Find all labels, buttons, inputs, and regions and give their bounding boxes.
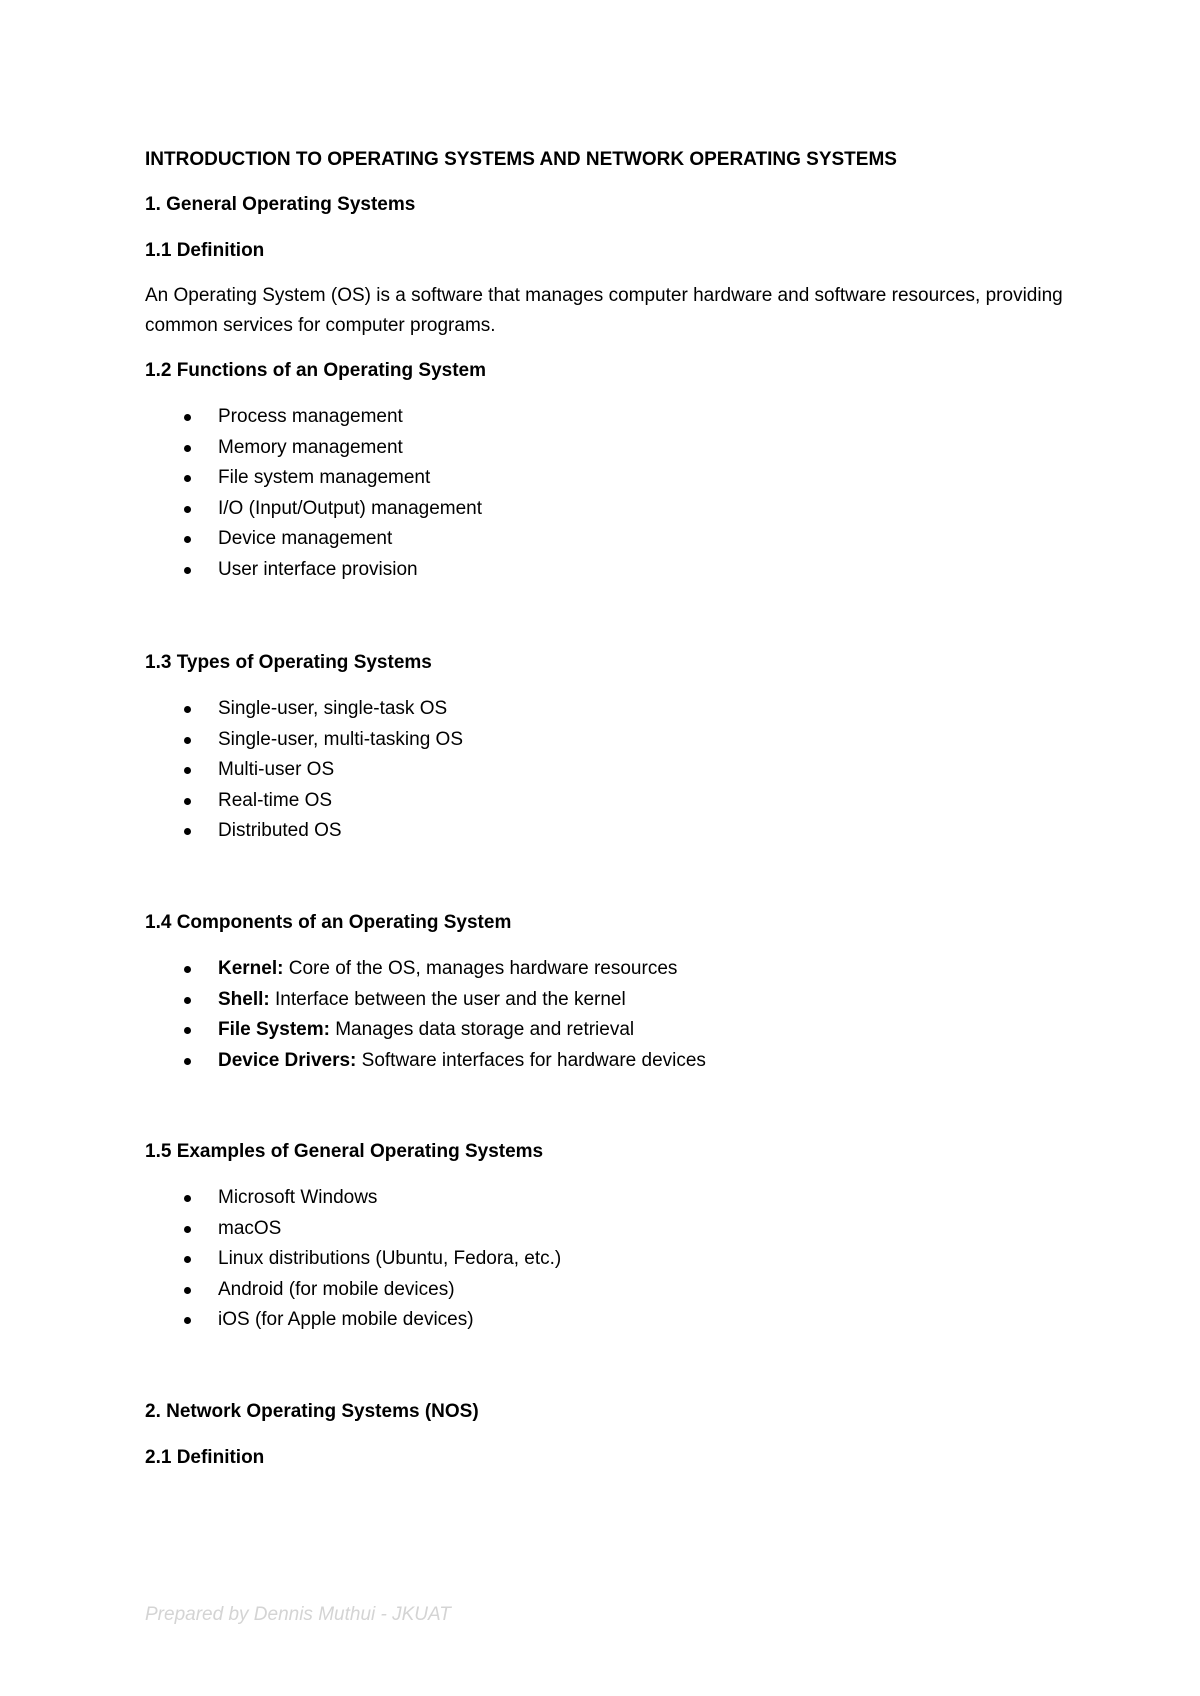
list-item	[145, 985, 706, 1016]
component-term: Kernel:	[218, 958, 284, 979]
bullet-icon	[184, 1195, 191, 1202]
component-description: Interface between the user and the kernel	[269, 988, 626, 1010]
list-item: Multi-user OS	[145, 755, 463, 786]
section-1-1-heading: 1.1 Definition	[145, 240, 265, 261]
examples-list	[145, 1183, 561, 1336]
section-2-heading: 2. Network Operating Systems (NOS)	[145, 1401, 479, 1422]
bullet-icon	[184, 706, 191, 713]
bullet-icon	[184, 414, 191, 421]
bullet-icon	[184, 445, 191, 452]
bullet-icon	[184, 737, 191, 744]
list-item: Distributed OS	[145, 816, 463, 847]
section-1-3-heading: 1.3 Types of Operating Systems	[145, 652, 432, 673]
list-item	[145, 954, 706, 985]
component-description: Core of the OS, manages hardware resources	[283, 958, 678, 979]
types-list	[145, 694, 463, 847]
list-item: Real-time OS	[145, 786, 463, 817]
list-item: Linux distributions (Ubuntu, Fedora, etc.)	[145, 1244, 561, 1275]
bullet-icon	[184, 997, 191, 1004]
list-item: iOS (for Apple mobile devices)	[145, 1305, 561, 1336]
component-term: Shell:	[218, 988, 270, 1010]
bullet-icon	[184, 475, 191, 482]
list-item: macOS	[145, 1214, 561, 1245]
list-item: Single-user, multi-tasking OS	[145, 725, 463, 756]
bullet-icon	[184, 1256, 191, 1263]
bullet-icon	[184, 966, 191, 973]
bullet-icon	[184, 798, 191, 805]
list-item	[145, 1046, 706, 1077]
bullet-icon	[184, 506, 191, 513]
list-item: Android (for mobile devices)	[145, 1275, 561, 1306]
section-1-5-heading: 1.5 Examples of General Operating Systems	[145, 1141, 544, 1162]
list-item: Microsoft Windows	[145, 1183, 561, 1214]
section-2-1-heading: 2.1 Definition	[145, 1447, 265, 1468]
bullet-icon	[184, 1027, 191, 1034]
section-1-4-heading: 1.4 Components of an Operating System	[145, 912, 512, 933]
bullet-icon	[184, 1317, 191, 1324]
document-title: INTRODUCTION TO OPERATING SYSTEMS AND NETWORK OPERATING SYSTEMS	[145, 149, 897, 170]
bullet-icon	[184, 536, 191, 543]
bullet-icon	[184, 767, 191, 774]
bullet-icon	[184, 567, 191, 574]
bullet-icon	[184, 1287, 191, 1294]
list-item: Memory management	[145, 433, 482, 464]
list-item: Single-user, single-task OS	[145, 694, 463, 725]
bullet-icon	[184, 1226, 191, 1233]
bullet-icon	[184, 828, 191, 835]
page-footer: Prepared by Dennis Muthui - JKUAT	[145, 1604, 451, 1625]
section-1-heading: 1. General Operating Systems	[145, 194, 416, 215]
list-item: Process management	[145, 402, 482, 433]
list-item: Device management	[145, 524, 482, 555]
functions-list	[145, 402, 482, 585]
bullet-icon	[184, 1058, 191, 1065]
section-1-2-heading: 1.2 Functions of an Operating System	[145, 360, 487, 381]
components-list	[145, 954, 706, 1076]
list-item: File system management	[145, 463, 482, 494]
list-item: I/O (Input/Output) management	[145, 494, 482, 525]
component-term: File System:	[218, 1019, 330, 1040]
section-1-1-paragraph: An Operating System (OS) is a software that manages computer hardware and software resources, providing common services for computer programs.	[145, 285, 1063, 336]
list-item: User interface provision	[145, 555, 482, 586]
component-term: Device Drivers:	[218, 1049, 357, 1071]
component-description: Software interfaces for hardware devices	[356, 1049, 706, 1071]
component-description: Manages data storage and retrieval	[329, 1019, 635, 1040]
list-item	[145, 1015, 706, 1046]
